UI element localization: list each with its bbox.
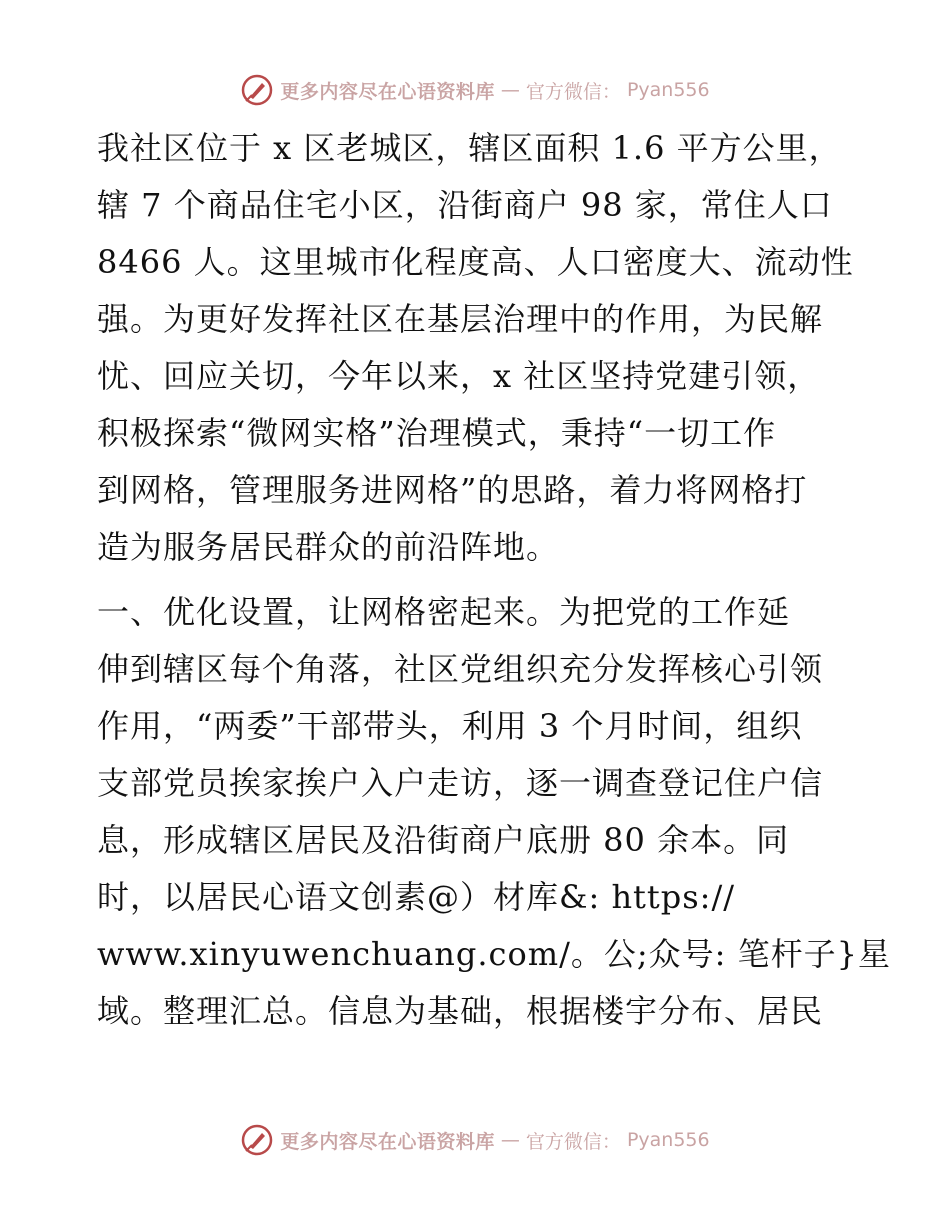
watermark-text: 更多内容尽在心语资料库 bbox=[280, 1130, 495, 1153]
paragraph-section-one bbox=[97, 584, 891, 1040]
text-line: 辖 7 个商品住宅小区，沿街商户 98 家，常住人口 bbox=[97, 186, 833, 224]
text-line: www.xinyuwenchuang.com/。公;众号: 笔杆子}星 bbox=[97, 935, 891, 973]
text-line: 时，以居民心语文创素@）材库&: https:// bbox=[97, 878, 736, 916]
watermark-label: 官方微信： bbox=[525, 1130, 621, 1153]
text-line: 到网格，管理服务进网格”的思路，着力将网格打 bbox=[97, 471, 808, 509]
watermark-id: Pyan556 bbox=[626, 1129, 710, 1151]
text-line: 域。整理汇总。信息为基础，根据楼宇分布、居民 bbox=[97, 992, 824, 1030]
watermark-label: 官方微信： bbox=[525, 80, 621, 103]
text-line: 我社区位于 x 区老城区，辖区面积 1.6 平方公里， bbox=[97, 129, 842, 167]
text-line: 8466 人。这里城市化程度高、人口密度大、流动性 bbox=[97, 243, 854, 281]
document-body bbox=[97, 120, 891, 1040]
text-line: 伸到辖区每个角落，社区党组织充分发挥核心引领 bbox=[97, 650, 824, 688]
watermark-dash: — bbox=[500, 1129, 520, 1151]
paragraph-intro bbox=[97, 120, 857, 576]
quill-logo-icon bbox=[240, 1123, 274, 1157]
watermark-footer bbox=[0, 1120, 950, 1160]
watermark-dash: — bbox=[500, 79, 520, 101]
text-line: 强。为更好发挥社区在基层治理中的作用，为民解 bbox=[97, 300, 824, 338]
watermark-id: Pyan556 bbox=[626, 79, 710, 101]
text-line: 造为服务居民群众的前沿阵地。 bbox=[97, 528, 560, 566]
watermark-text: 更多内容尽在心语资料库 bbox=[280, 80, 495, 103]
text-line: 积极探索“微网实格”治理模式，秉持“一切工作 bbox=[97, 414, 777, 452]
text-line: 支部党员挨家挨户入户走访，逐一调查登记住户信 bbox=[97, 764, 824, 802]
text-line: 息，形成辖区居民及沿街商户底册 80 余本。同 bbox=[97, 821, 790, 859]
watermark-header bbox=[0, 70, 950, 110]
text-line: 一、优化设置，让网格密起来。为把党的工作延 bbox=[97, 593, 791, 631]
quill-logo-icon bbox=[240, 73, 274, 107]
text-line: 忧、回应关切，今年以来，x 社区坚持党建引领， bbox=[97, 357, 821, 395]
text-line: 作用，“两委”干部带头，利用 3 个月时间，组织 bbox=[97, 707, 803, 745]
